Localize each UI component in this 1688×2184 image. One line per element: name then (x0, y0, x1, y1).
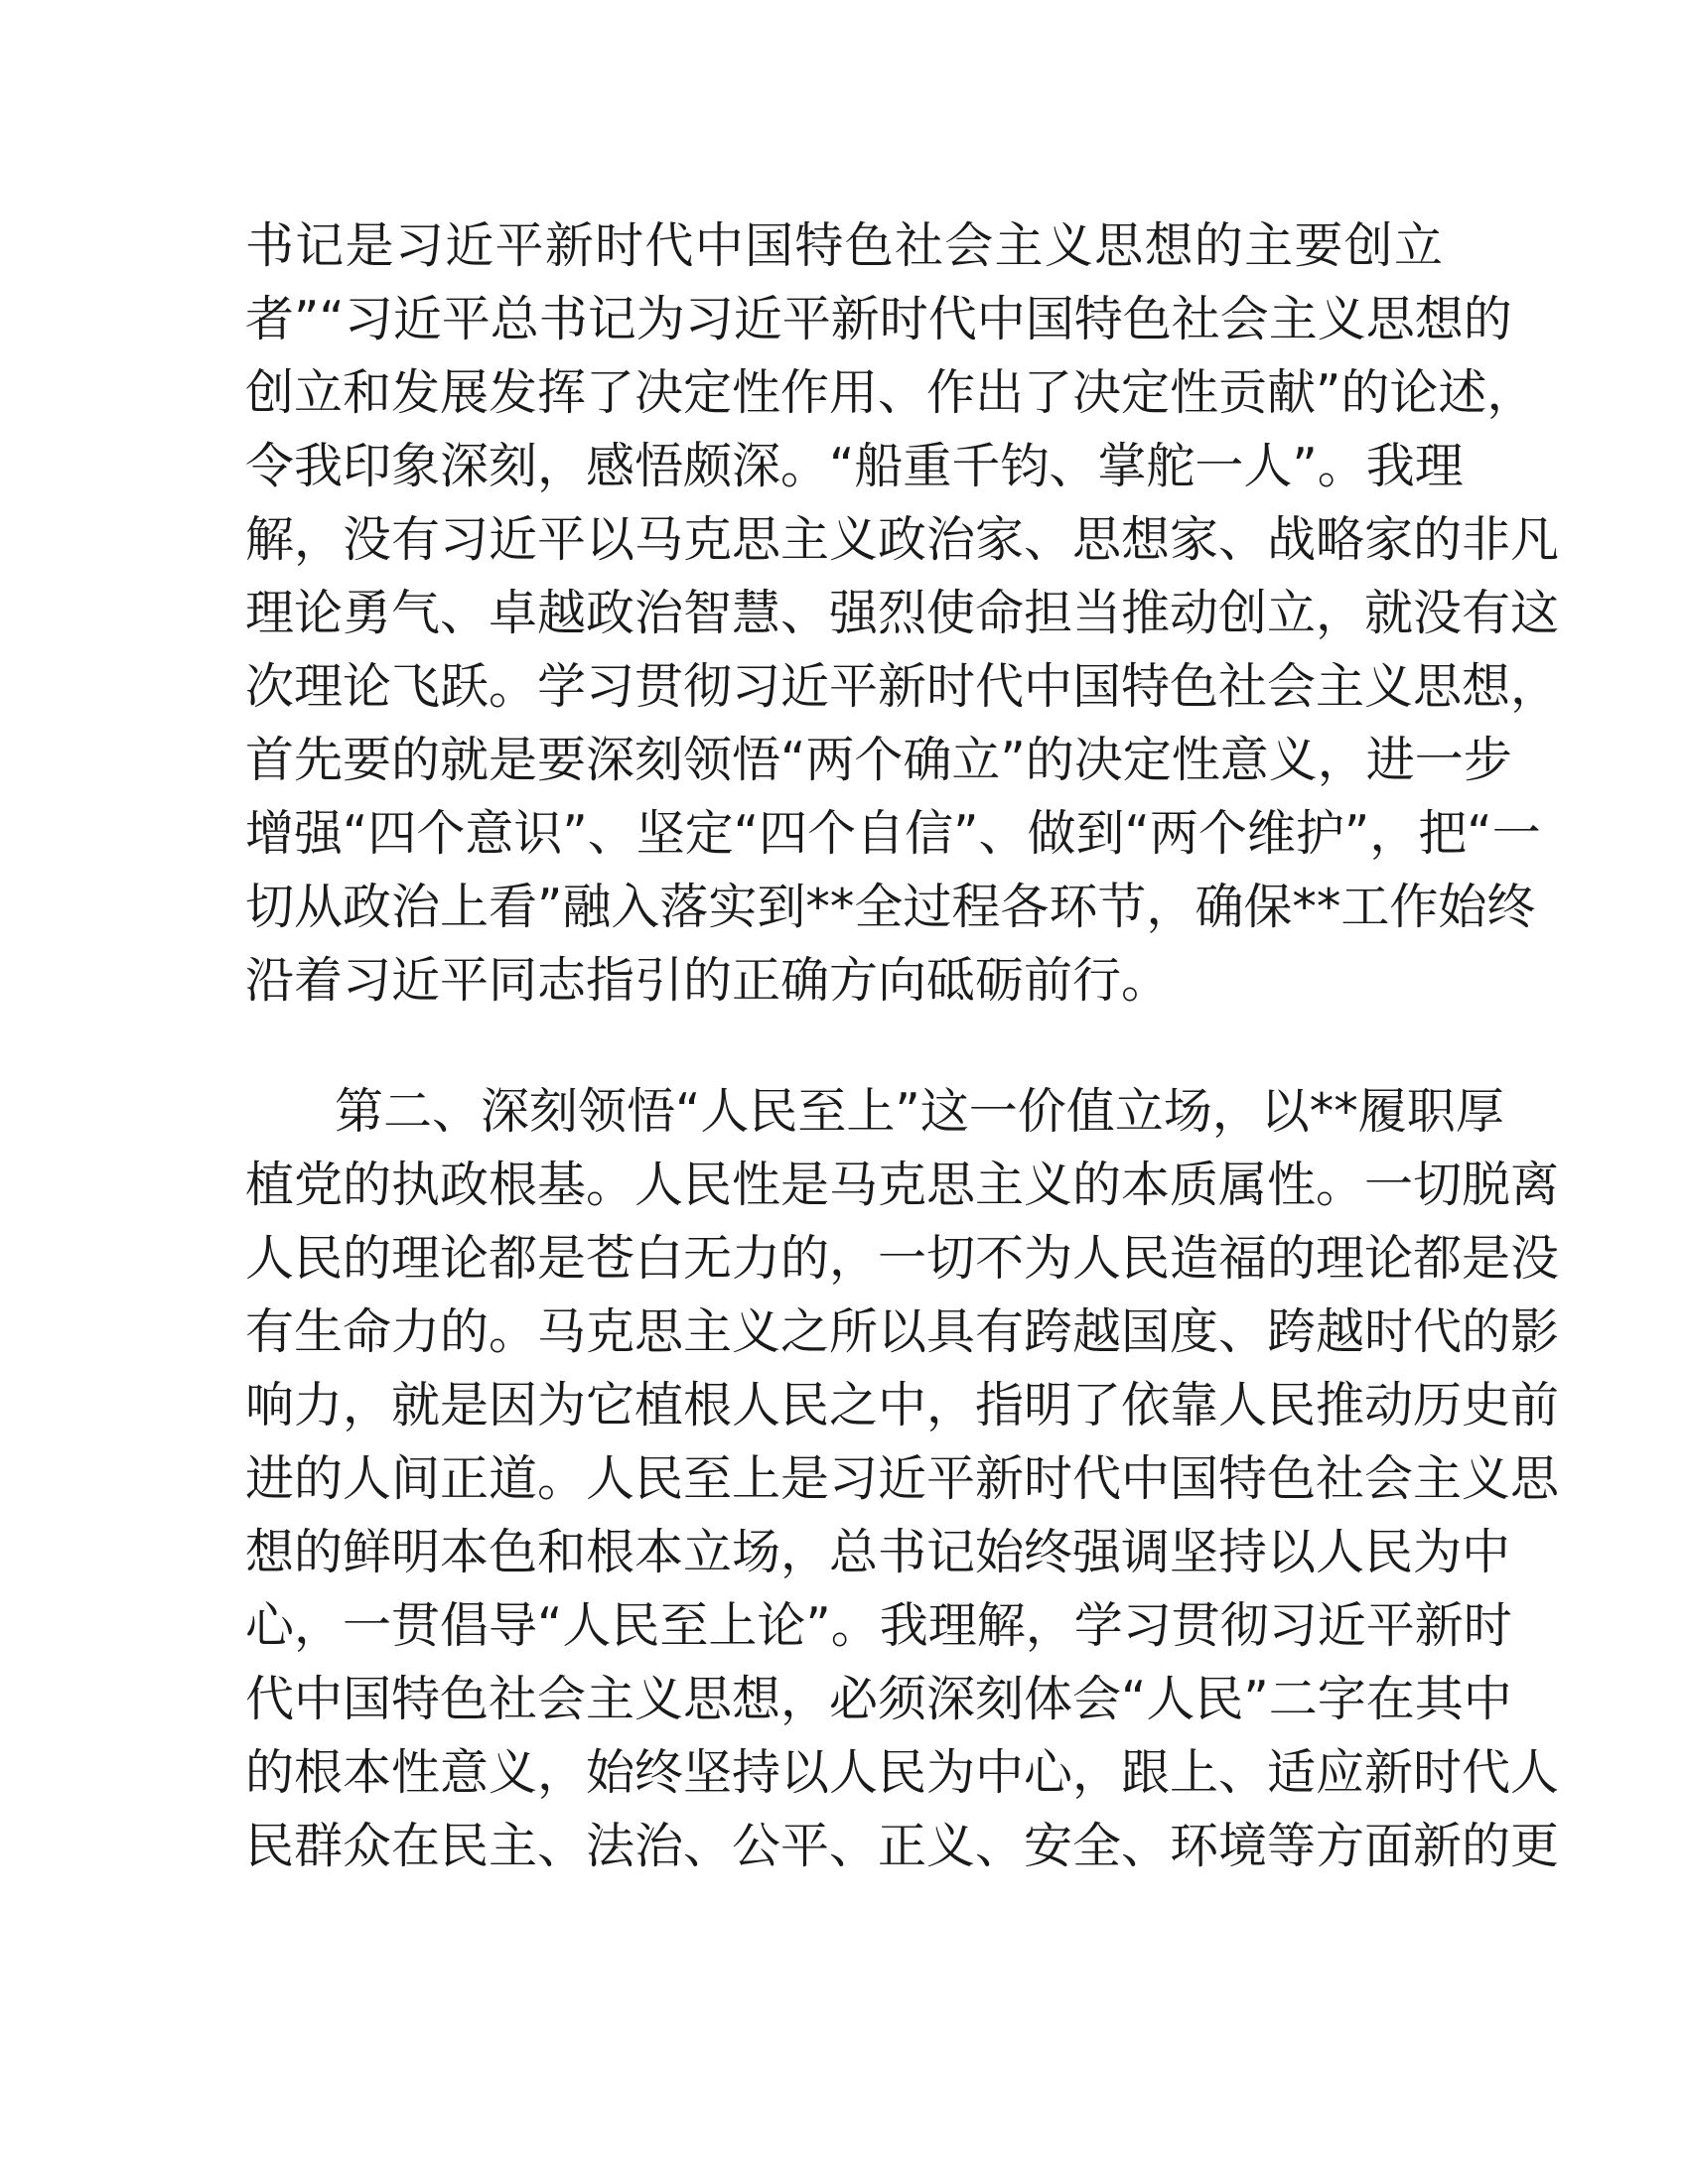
text-line: 想的鲜明本色和根本立场，总书记始终强调坚持以人民为中 (245, 1524, 1511, 1580)
text-line: 有生命力的。马克思主义之所以具有跨越国度、跨越时代的影 (245, 1303, 1560, 1360)
text-line: 令我印象深刻，感悟颇深。“船重千钧、掌舵一人”。我理 (245, 438, 1464, 494)
paragraph-2 (245, 1075, 1560, 1883)
text-line: 首先要的就是要深刻领悟“两个确立”的决定性意义，进一步 (245, 732, 1512, 788)
text-line: 理论勇气、卓越政治智慧、强烈使命担当推动创立，就没有这 (245, 585, 1560, 641)
text-line: 书记是习近平新时代中国特色社会主义思想的主要创立 (245, 217, 1443, 274)
text-line: 创立和发展发挥了决定性作用、作出了决定性贡献”的论述， (245, 364, 1536, 421)
text-line: 响力，就是因为它植根人民之中，指明了依靠人民推动历史前 (245, 1377, 1560, 1433)
text-line: 民群众在民主、法治、公平、正义、安全、环境等方面新的更 (245, 1818, 1560, 1874)
paragraph-1 (245, 209, 1560, 1018)
text-line: 代中国特色社会主义思想，必须深刻体会“人民”二字在其中 (245, 1671, 1512, 1727)
text-line: 增强“四个意识”、坚定“四个自信”、做到“两个维护”，把“一 (245, 805, 1541, 862)
text-line: 植党的执政根基。人民性是马克思主义的本质属性。一切脱离 (245, 1157, 1560, 1213)
text-line: 人民的理论都是苍白无力的，一切不为人民造福的理论都是没 (245, 1230, 1560, 1287)
text-line: 解，没有习近平以马克思主义政治家、思想家、战略家的非凡 (245, 511, 1560, 568)
text-line: 沿着习近平同志指引的正确方向砥砺前行。 (245, 952, 1171, 1009)
text-line: 第二、深刻领悟“人民至上”这一价值立场，以**履职厚 (335, 1083, 1504, 1140)
text-line: 心，一贯倡导“人民至上论”。我理解，学习贯彻习近平新时 (245, 1597, 1512, 1654)
text-line: 的根本性意义，始终坚持以人民为中心，跟上、适应新时代人 (245, 1744, 1560, 1801)
text-line: 次理论飞跃。学习贯彻习近平新时代中国特色社会主义思想， (245, 658, 1560, 715)
text-line: 进的人间正道。人民至上是习近平新时代中国特色社会主义思 (245, 1450, 1560, 1507)
text-line: 切从政治上看”融入落实到**全过程各环节，确保**工作始终 (245, 879, 1536, 935)
text-line: 者”“习近平总书记为习近平新时代中国特色社会主义思想的 (245, 291, 1512, 347)
